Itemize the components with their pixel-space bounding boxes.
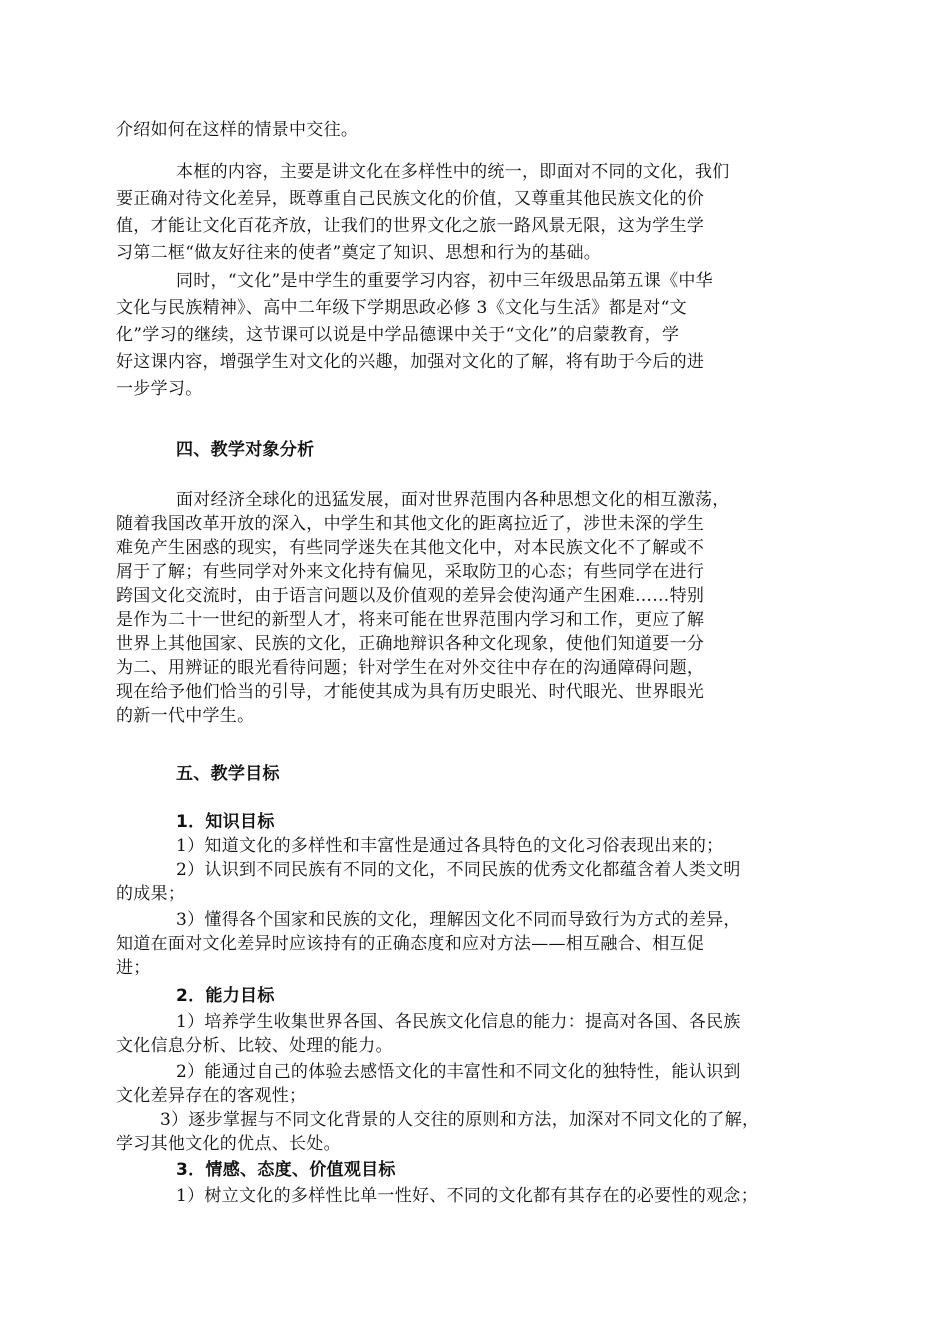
continuity-line-4: 好这课内容，增强学生对文化的兴趣，加强对文化的了解，将有助于今后的进 [116, 352, 705, 372]
framework-line-3: 值，才能让文化百花齐放，让我们的世界文化之旅一路风景无限，这为学生学 [116, 216, 705, 236]
knowledge-line-4: 3）懂得各个国家和民族的文化，理解因文化不同而导致行为方式的差异， [176, 910, 741, 930]
ability-line-6: 学习其他文化的优点、长处。 [116, 1134, 341, 1154]
section4-line-6: 是作为二十一世纪的新型人才，将来可能在世界范围内学习和工作，更应了解 [116, 610, 705, 630]
ability-line-4: 文化差异存在的客观性； [116, 1086, 307, 1106]
knowledge-line-3: 的成果； [116, 884, 186, 904]
section5-heading: 五、教学目标 [176, 764, 280, 784]
section4-line-4: 屑于了解；有些同学对外来文化持有偏见，采取防卫的心态；有些同学在进行 [116, 562, 705, 582]
knowledge-line-2: 2）认识到不同民族有不同的文化，不同民族的优秀文化都蕴含着人类文明 [176, 860, 741, 880]
continuity-line-1: 同时，“文化”是中学生的重要学习内容，初中三年级思品第五课《中华 [176, 271, 713, 291]
intro-tail-line: 介绍如何在这样的情景中交往。 [116, 120, 359, 140]
continuity-line-5: 一步学习。 [116, 379, 203, 399]
section4-line-7: 世界上其他国家、民族的文化，正确地辩识各种文化现象，使他们知道要一分 [116, 634, 705, 654]
section4-line-1: 面对经济全球化的迅猛发展，面对世界范围内各种思想文化的相互激荡， [176, 490, 730, 510]
knowledge-heading: 1．知识目标 [176, 812, 275, 832]
values-line-1: 1）树立文化的多样性比单一性好、不同的文化都有其存在的必要性的观念； [176, 1186, 759, 1206]
section4-line-5: 跨国文化交流时，由于语言问题以及价值观的差异会使沟通产生困难……特别 [116, 586, 705, 606]
framework-line-1: 本框的内容，主要是讲文化在多样性中的统一，即面对不同的文化，我们 [176, 162, 730, 182]
ability-line-2: 文化信息分析、比较、处理的能力。 [116, 1036, 393, 1056]
ability-line-5: 3）逐步掌握与不同文化背景的人交往的原则和方法，加深对不同文化的了解， [160, 1110, 760, 1130]
knowledge-line-6: 进； [116, 958, 151, 978]
continuity-line-3: 化”学习的继续，这节课可以说是中学品德课中关于“文化”的启蒙教育，学 [116, 325, 680, 345]
values-heading: 3．情感、态度、价值观目标 [176, 1160, 396, 1180]
continuity-line-2: 文化与民族精神》、高中二年级下学期思政必修 3《文化与生活》都是对“文 [116, 298, 687, 318]
section4-line-10: 的新一代中学生。 [116, 706, 255, 726]
section4-heading: 四、教学对象分析 [176, 440, 315, 460]
framework-line-2: 要正确对待文化差异，既尊重自己民族文化的价值，又尊重其他民族文化的价 [116, 189, 705, 209]
ability-heading: 2．能力目标 [176, 986, 275, 1006]
section4-line-3: 难免产生困惑的现实，有些同学迷失在其他文化中，对本民族文化不了解或不 [116, 538, 705, 558]
section4-line-8: 为二、用辨证的眼光看待问题；针对学生在对外交往中存在的沟通障碍问题， [116, 658, 705, 678]
section4-line-2: 随着我国改革开放的深入，中学生和其他文化的距离拉近了，涉世未深的学生 [116, 514, 705, 534]
section4-line-9: 现在给予他们恰当的引导，才能使其成为具有历史眼光、时代眼光、世界眼光 [116, 682, 705, 702]
framework-line-4: 习第二框“做友好往来的使者”奠定了知识、思想和行为的基础。 [116, 243, 602, 263]
ability-line-1: 1）培养学生收集世界各国、各民族文化信息的能力：提高对各国、各民族 [176, 1012, 741, 1032]
knowledge-line-1: 1）知道文化的多样性和丰富性是通过各具特色的文化习俗表现出来的； [176, 836, 724, 856]
ability-line-3: 2）能通过自己的体验去感悟文化的丰富性和不同文化的独特性，能认识到 [176, 1062, 741, 1082]
knowledge-line-5: 知道在面对文化差异时应该持有的正确态度和应对方法——相互融合、相互促 [116, 934, 705, 954]
